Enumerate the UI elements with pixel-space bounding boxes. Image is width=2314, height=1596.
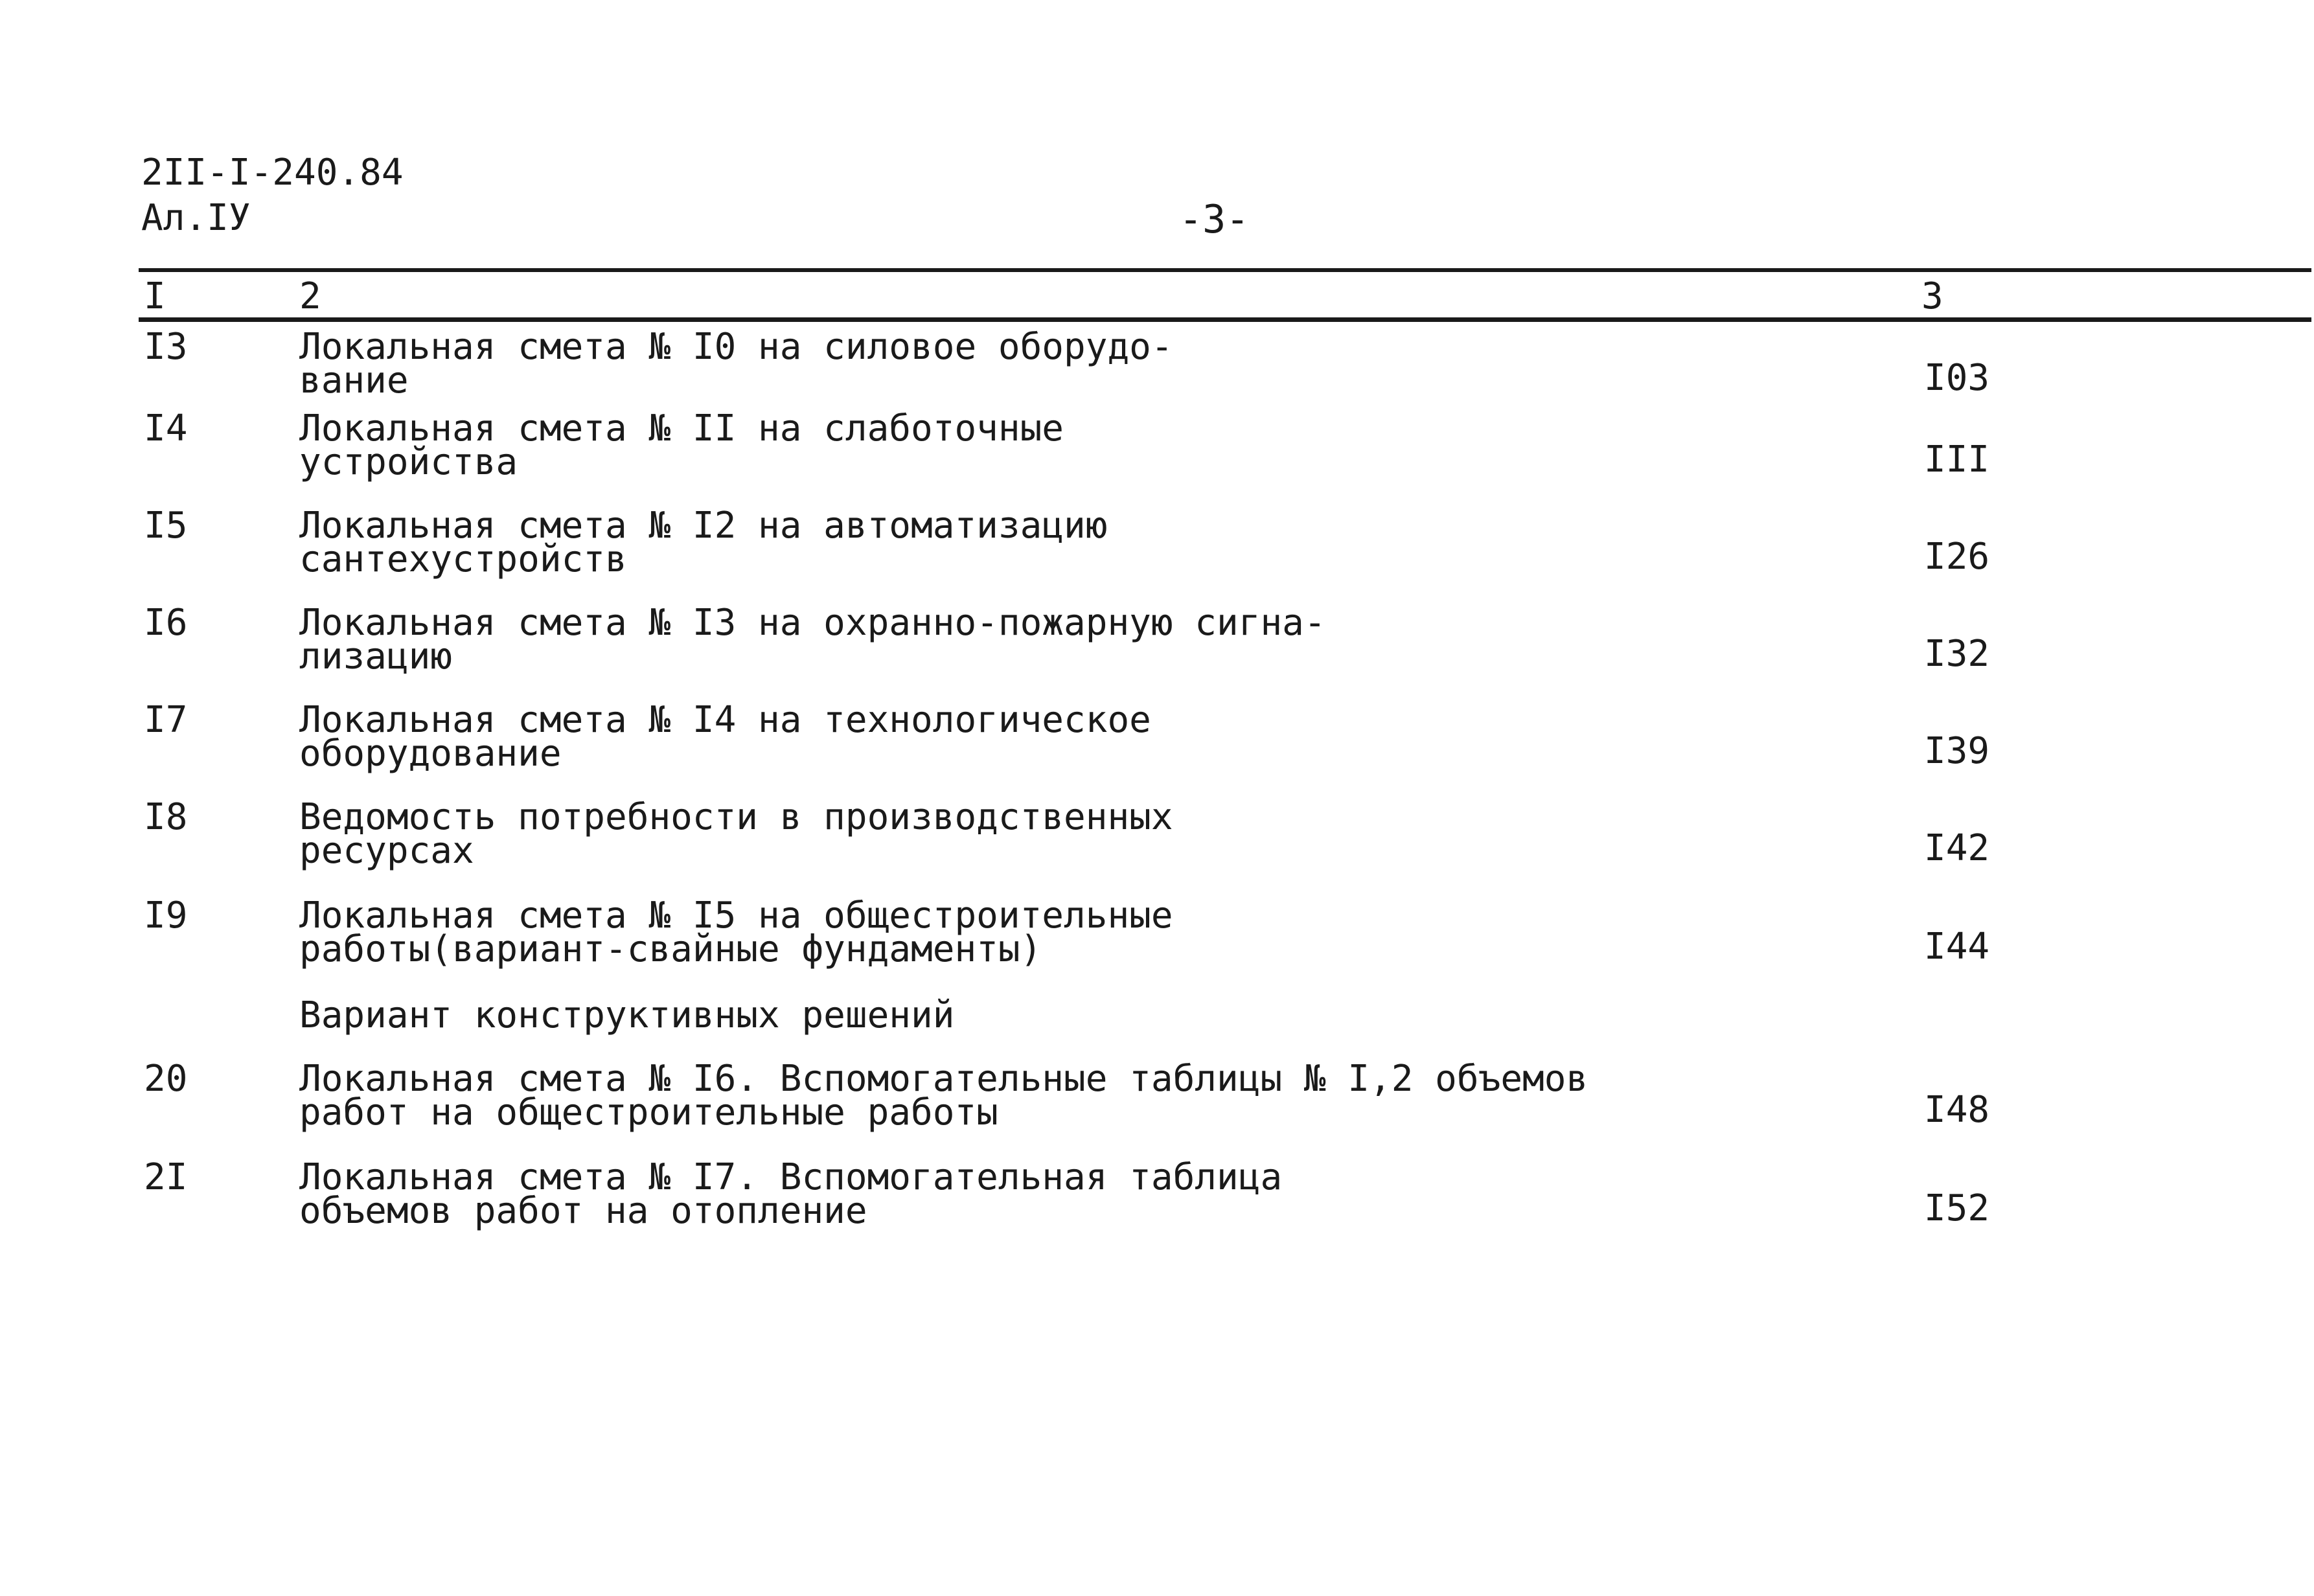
row-number: I9 (144, 895, 188, 937)
column-header-3: 3 (1921, 275, 1943, 317)
row-number: I7 (144, 699, 188, 741)
row-title: Локальная смета № I5 на общестроительные работы(вариант-свайные фундаменты) (299, 895, 1173, 970)
row-page: I26 (1924, 536, 1990, 578)
document-code: 2II-I-240.84 (141, 152, 404, 194)
row-title: Локальная смета № I7. Вспомогательная таблица объемов работ на отопление (299, 1156, 1283, 1232)
row-number: I3 (144, 326, 188, 368)
row-page: I44 (1924, 926, 1990, 968)
row-page: I52 (1924, 1187, 1990, 1229)
row-title: Локальная смета № I2 на автоматизацию сантехустройств (299, 505, 1108, 580)
row-page: III (1924, 439, 1990, 481)
row-title: Локальная смета № I3 на охранно-пожарную сигна- лизацию (299, 602, 1326, 678)
page-number: -3- (1179, 197, 1250, 242)
table-header-rule (139, 317, 2311, 322)
row-page: I48 (1924, 1089, 1990, 1131)
sheet-label: Ал.IУ (141, 197, 251, 239)
row-number: I6 (144, 602, 188, 644)
row-number: I4 (144, 407, 188, 450)
row-number: 20 (144, 1058, 188, 1100)
row-page: I03 (1924, 357, 1990, 399)
row-title: Локальная смета № I6. Вспомогательные таблицы № I,2 объемов работ на общестроительные работы (299, 1058, 1588, 1134)
section-note: Вариант конструктивных решений (299, 994, 955, 1036)
row-title: Ведомость потребности в производственных ресурсах (299, 796, 1173, 872)
row-title: Локальная смета № II на слаботочные устройства (299, 407, 1064, 483)
table-top-rule (139, 268, 2311, 272)
row-page: I39 (1924, 730, 1990, 772)
column-header-1: I (144, 275, 166, 317)
row-number: I8 (144, 796, 188, 838)
column-header-2: 2 (299, 275, 321, 317)
row-title: Локальная смета № I4 на технологическое оборудование (299, 699, 1151, 775)
row-title: Локальная смета № I0 на силовое оборудо- вание (299, 326, 1173, 402)
row-page: I32 (1924, 633, 1990, 675)
row-page: I42 (1924, 827, 1990, 869)
row-number: 2I (144, 1156, 188, 1198)
row-number: I5 (144, 505, 188, 547)
